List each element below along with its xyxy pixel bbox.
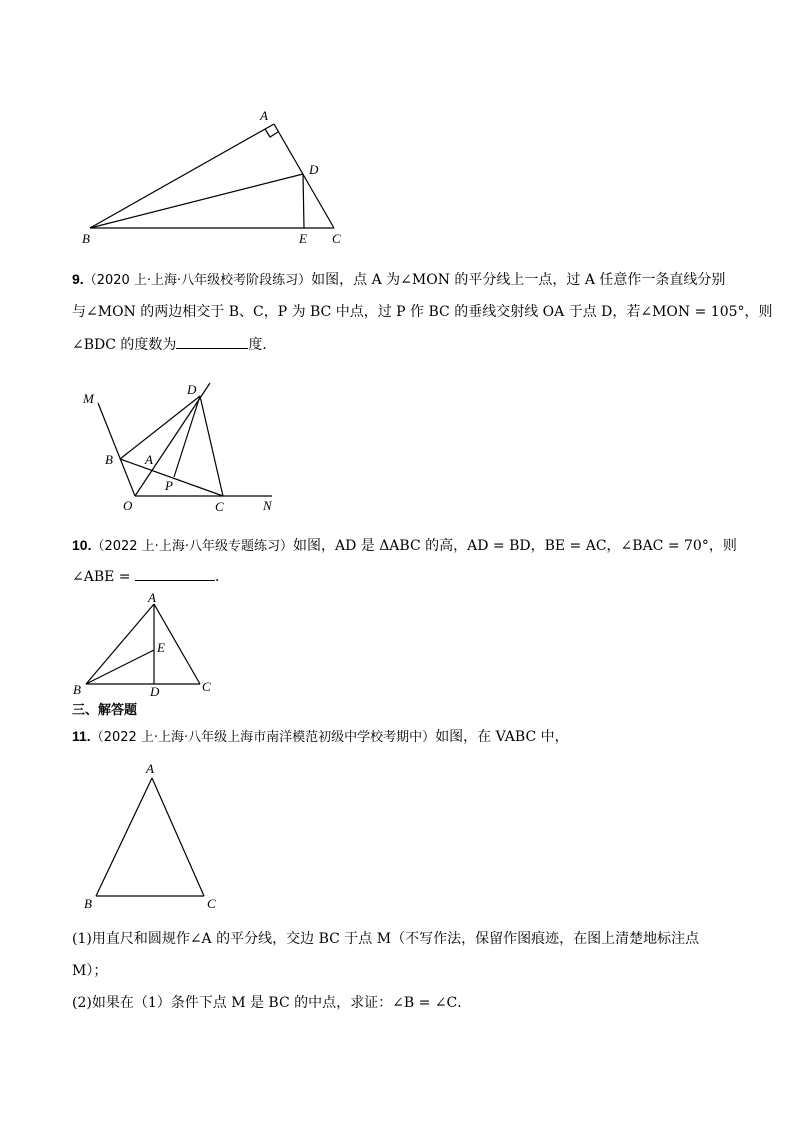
q11-text-1: 如图，在 VABC 中， xyxy=(435,729,569,745)
ray-om xyxy=(98,403,135,496)
q9-line3 xyxy=(72,336,276,354)
q9-text-1: 如图，点 A 为∠MON 的平分线上一点，过 A 任意作一条直线分别 xyxy=(311,272,726,288)
figure-q11 xyxy=(80,758,230,916)
q11-part1-text-1: (1)用直尺和圆规作∠A 的平分线，交边 BC 于点 M（不写作法，保留作图痕迹，在图上清楚地标注点 xyxy=(72,931,700,947)
label-c: C xyxy=(215,499,224,514)
q9-source: （2020 上·上海·八年级校考阶段练习） xyxy=(83,273,312,288)
label-b: B xyxy=(82,231,90,246)
label-o: O xyxy=(123,498,133,513)
q9-text-2: 与∠MON 的两边相交于 B、C，P 为 BC 中点，过 P 作 BC 的垂线交射线 OA 于点 D，若∠MON = 105°，则 xyxy=(72,304,773,320)
label-a: A xyxy=(148,590,156,605)
segment-ab xyxy=(86,604,154,684)
label-e: E xyxy=(157,640,165,655)
label-a: A xyxy=(145,452,153,467)
label-d: D xyxy=(309,162,319,177)
label-p: P xyxy=(165,478,173,493)
right-angle-mark xyxy=(265,129,278,137)
segment-ab xyxy=(96,778,152,896)
q11-line1 xyxy=(72,727,569,747)
q10-number: 10. xyxy=(72,537,92,553)
segment-bd xyxy=(90,174,303,228)
section-heading: 三、解答题 xyxy=(72,703,138,718)
figure-q9 xyxy=(75,378,285,518)
q10-text-2-suffix: ． xyxy=(214,569,229,585)
label-b: B xyxy=(105,452,113,467)
q11-part1-line1 xyxy=(72,930,699,948)
figure-q8 xyxy=(70,100,360,250)
label-n: N xyxy=(263,498,272,513)
label-a: A xyxy=(260,108,268,123)
label-c: C xyxy=(332,231,341,246)
q9-answer-blank[interactable] xyxy=(176,336,248,349)
q10-answer-blank[interactable] xyxy=(135,568,215,581)
q11-number: 11. xyxy=(72,728,91,744)
segment-be xyxy=(86,650,154,684)
q9-text-3-prefix: ∠BDC 的度数为 xyxy=(72,337,177,353)
segment-dp xyxy=(174,396,200,477)
q10-line2 xyxy=(72,568,229,586)
q10-source: （2022 上·上海·八年级专题练习） xyxy=(91,539,293,554)
q9-text-3-suffix: 度． xyxy=(248,337,277,353)
segment-de xyxy=(303,174,304,228)
label-m: M xyxy=(83,391,94,406)
label-c: C xyxy=(202,679,211,694)
segment-dc xyxy=(200,396,223,496)
label-b: B xyxy=(84,896,92,911)
label-d: D xyxy=(187,382,197,397)
segment-bd xyxy=(120,396,200,459)
q10-line1 xyxy=(72,536,737,556)
segment-ab xyxy=(90,124,274,228)
figure-q10 xyxy=(68,590,228,700)
label-c: C xyxy=(207,896,216,911)
label-b: B xyxy=(73,682,81,697)
label-e: E xyxy=(299,231,307,246)
label-a: A xyxy=(146,761,154,776)
q11-source: （2022 上·上海·八年级上海市南洋模范初级中学校考期中） xyxy=(90,730,436,745)
label-d: D xyxy=(150,684,160,699)
q11-part1-text-2: M）； xyxy=(72,963,108,979)
q9-line1 xyxy=(72,270,725,290)
q11-part2-text: (2)如果在（1）条件下点 M 是 BC 的中点，求证：∠B = ∠C． xyxy=(72,995,472,1011)
q10-text-1: 如图，AD 是 ΔABC 的高，AD = BD，BE = AC，∠BAC = 70°，则 xyxy=(292,538,737,554)
q9-number: 9. xyxy=(72,271,84,287)
segment-ac xyxy=(152,778,204,896)
q9-line2 xyxy=(72,303,773,321)
q10-text-2-prefix: ∠ABE = xyxy=(72,569,131,585)
q11-part1-line2 xyxy=(72,962,107,980)
q11-part2-line1 xyxy=(72,994,471,1012)
